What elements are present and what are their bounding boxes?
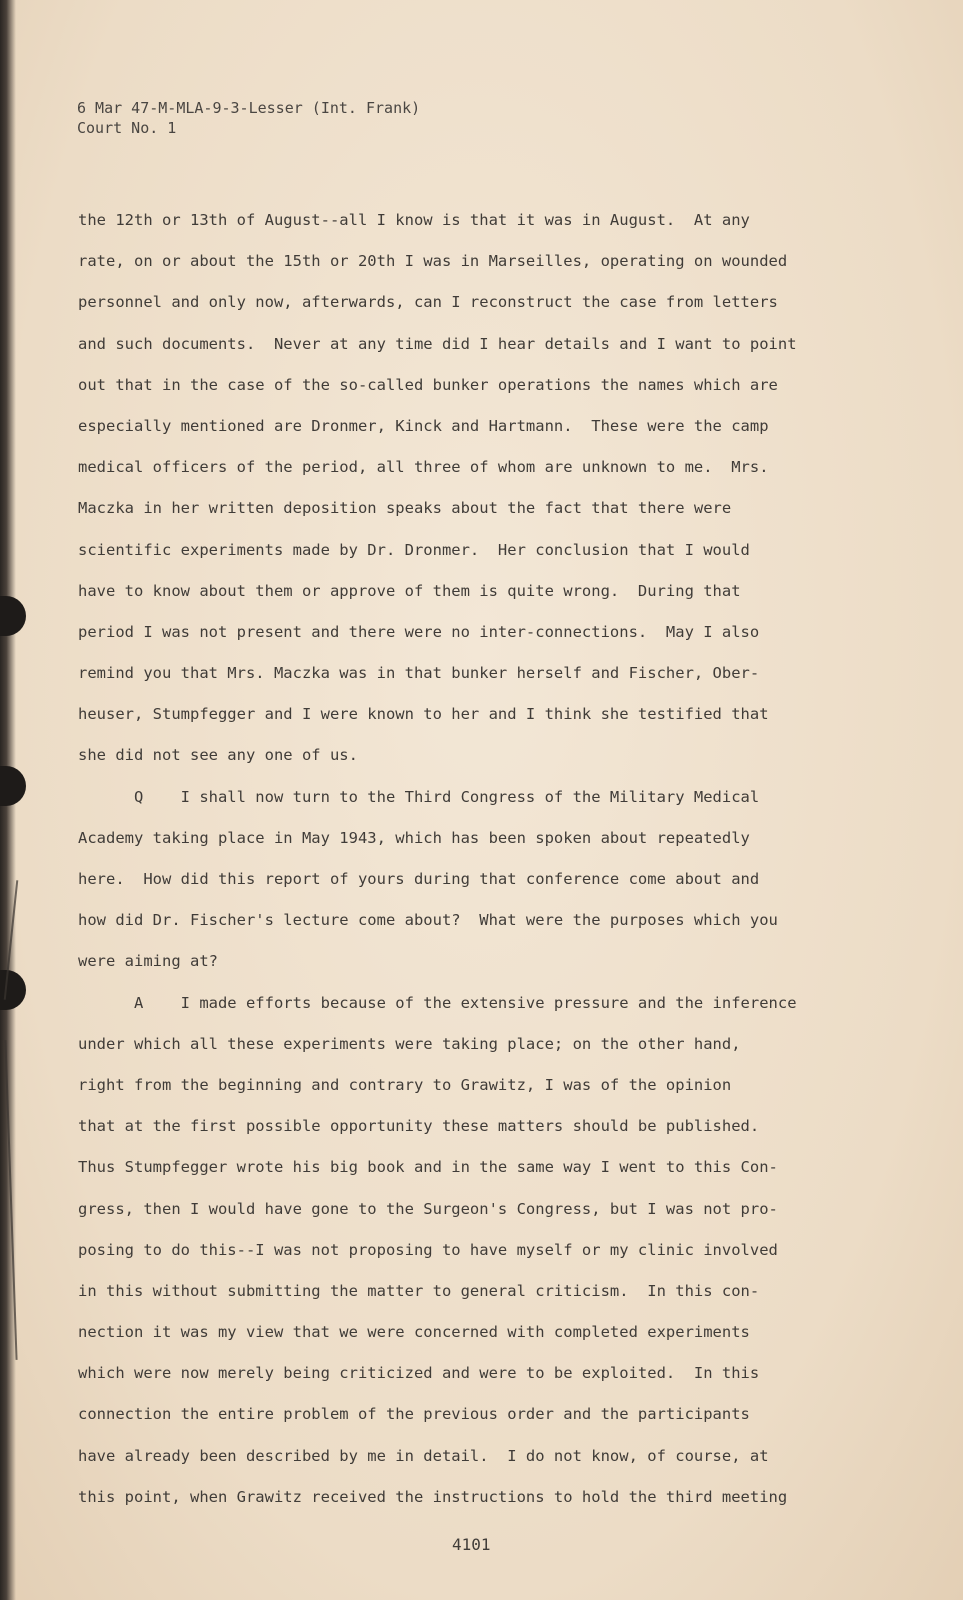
transcript-line: nection it was my view that we were concerned with completed experiments — [78, 1323, 750, 1342]
transcript-line: heuser, Stumpfegger and I were known to her and I think she testified that — [78, 705, 769, 724]
transcript-line: were aiming at? — [78, 952, 218, 971]
transcript-line: in this without submitting the matter to general criticism. In this con- — [78, 1281, 760, 1300]
punch-hole — [0, 596, 26, 636]
transcript-line: have to know about them or approve of them is quite wrong. During that — [78, 581, 741, 600]
transcript-line: Q I shall now turn to the Third Congress of the Military Medical — [78, 787, 760, 806]
document-header — [77, 98, 420, 138]
header-line-1: 6 Mar 47-M-MLA-9-3-Lesser (Int. Frank) — [77, 99, 421, 117]
transcript-line: posing to do this--I was not proposing to have myself or my clinic involved — [78, 1240, 778, 1259]
transcript-line: and such documents. Never at any time did I hear details and I want to point — [78, 334, 797, 353]
transcript-line: Academy taking place in May 1943, which has been spoken about repeatedly — [78, 828, 750, 847]
transcript-line: connection the entire problem of the previous order and the participants — [78, 1405, 750, 1424]
punch-hole — [0, 766, 26, 806]
page-number: 4101 — [452, 1535, 491, 1554]
transcript-line: this point, when Grawitz received the instructions to hold the third meeting — [78, 1487, 788, 1506]
transcript-line: have already been described by me in detail. I do not know, of course, at — [78, 1446, 769, 1465]
transcript-line: the 12th or 13th of August--all I know is that it was in August. At any — [78, 211, 750, 229]
transcript-line: rate, on or about the 15th or 20th I was in Marseilles, operating on wounded — [78, 252, 788, 271]
header-line-2: Court No. 1 — [77, 119, 177, 137]
transcript-line: out that in the case of the so-called bunker operations the names which are — [78, 375, 778, 394]
transcript-line: here. How did this report of yours during that conference come about and — [78, 870, 760, 888]
transcript-line: especially mentioned are Dronmer, Kinck and Hartmann. These were the camp — [78, 416, 769, 435]
transcript-body — [78, 200, 878, 1518]
transcript-line: right from the beginning and contrary to Grawitz, I was of the opinion — [78, 1075, 732, 1094]
transcript-line: she did not see any one of us. — [78, 746, 358, 765]
transcript-line: remind you that Mrs. Maczka was in that bunker herself and Fischer, Ober- — [78, 664, 760, 683]
transcript-line: that at the first possible opportunity these matters should be published. — [78, 1117, 760, 1136]
transcript-line: how did Dr. Fischer's lecture come about? What were the purposes which you — [78, 911, 778, 930]
transcript-line: personnel and only now, afterwards, can I reconstruct the case from letters — [78, 293, 778, 312]
transcript-line: which were now merely being criticized and were to be exploited. In this — [78, 1364, 760, 1383]
transcript-line: Thus Stumpfegger wrote his big book and in the same way I went to this Con- — [78, 1158, 778, 1177]
transcript-line: period I was not present and there were no inter-connections. May I also — [78, 622, 760, 641]
transcript-line: medical officers of the period, all three of whom are unknown to me. Mrs. — [78, 458, 769, 477]
transcript-line: under which all these experiments were taking place; on the other hand, — [78, 1034, 741, 1053]
transcript-line: Maczka in her written deposition speaks about the fact that there were — [78, 499, 732, 518]
transcript-line: A I made efforts because of the extensive pressure and the inference — [78, 993, 797, 1012]
transcript-line: gress, then I would have gone to the Surgeon's Congress, but I was not pro- — [78, 1199, 778, 1218]
transcript-line: scientific experiments made by Dr. Dronmer. Her conclusion that I would — [78, 540, 750, 559]
